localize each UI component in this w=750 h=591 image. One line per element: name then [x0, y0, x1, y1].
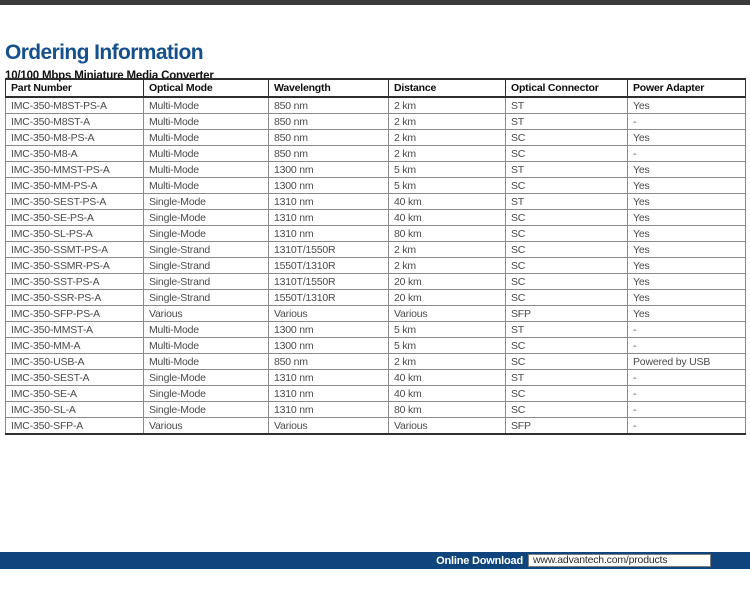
table-cell: 40 km — [389, 386, 506, 402]
table-cell: IMC-350-SEST-A — [6, 370, 144, 386]
table-header-row — [6, 79, 746, 97]
table-row — [6, 194, 746, 210]
table-cell: IMC-350-SSMR-PS-A — [6, 258, 144, 274]
table-row — [6, 338, 746, 354]
table-cell: 850 nm — [269, 114, 389, 130]
table-cell: 5 km — [389, 322, 506, 338]
table-cell: 1300 nm — [269, 338, 389, 354]
table-cell: IMC-350-MMST-A — [6, 322, 144, 338]
table-cell: - — [628, 322, 746, 338]
table-cell: 80 km — [389, 226, 506, 242]
table-cell: IMC-350-SSR-PS-A — [6, 290, 144, 306]
table-cell: Yes — [628, 242, 746, 258]
table-cell: SC — [506, 386, 628, 402]
table-cell: Yes — [628, 178, 746, 194]
table-cell: Single-Strand — [144, 290, 269, 306]
table-cell: - — [628, 418, 746, 435]
table-row — [6, 386, 746, 402]
table-cell: Single-Mode — [144, 194, 269, 210]
table-row — [6, 130, 746, 146]
table-cell: SC — [506, 258, 628, 274]
table-cell: 850 nm — [269, 354, 389, 370]
table-cell: 5 km — [389, 178, 506, 194]
table-cell: 2 km — [389, 97, 506, 114]
table-cell: 1300 nm — [269, 178, 389, 194]
table-cell: 1310 nm — [269, 194, 389, 210]
page-title: Ordering Information — [5, 41, 204, 65]
table-cell: IMC-350-M8ST-A — [6, 114, 144, 130]
table-row — [6, 97, 746, 114]
table-cell: 850 nm — [269, 97, 389, 114]
table-row — [6, 162, 746, 178]
table-cell: Multi-Mode — [144, 146, 269, 162]
table-cell: Single-Mode — [144, 370, 269, 386]
table-cell: SC — [506, 146, 628, 162]
table-cell: IMC-350-SFP-PS-A — [6, 306, 144, 322]
table-cell: IMC-350-SSMT-PS-A — [6, 242, 144, 258]
table-cell: Single-Strand — [144, 258, 269, 274]
table-cell: Single-Strand — [144, 274, 269, 290]
table-cell: Yes — [628, 226, 746, 242]
table-cell: 1310 nm — [269, 226, 389, 242]
table-cell: 2 km — [389, 130, 506, 146]
table-cell: Multi-Mode — [144, 114, 269, 130]
table-cell: Yes — [628, 258, 746, 274]
table-row — [6, 370, 746, 386]
table-cell: Various — [389, 306, 506, 322]
table-cell: Single-Mode — [144, 226, 269, 242]
table-cell: Multi-Mode — [144, 178, 269, 194]
table-cell: 1310 nm — [269, 386, 389, 402]
table-cell: IMC-350-MM-A — [6, 338, 144, 354]
table-cell: SC — [506, 226, 628, 242]
table-header-cell: Optical Connector — [506, 79, 628, 97]
table-cell: SC — [506, 274, 628, 290]
table-cell: 1310 nm — [269, 210, 389, 226]
table-cell: 850 nm — [269, 130, 389, 146]
table-cell: ST — [506, 194, 628, 210]
table-cell: 1310 nm — [269, 370, 389, 386]
table-cell: Various — [389, 418, 506, 435]
table-cell: 2 km — [389, 242, 506, 258]
table-cell: SC — [506, 210, 628, 226]
table-cell: Single-Strand — [144, 242, 269, 258]
table-cell: - — [628, 402, 746, 418]
table-cell: 1310 nm — [269, 402, 389, 418]
table-cell: ST — [506, 97, 628, 114]
table-row — [6, 290, 746, 306]
table-cell: SC — [506, 354, 628, 370]
table-cell: IMC-350-MMST-PS-A — [6, 162, 144, 178]
table-cell: Multi-Mode — [144, 322, 269, 338]
table-cell: 1300 nm — [269, 162, 389, 178]
table-cell: 5 km — [389, 338, 506, 354]
table-row — [6, 146, 746, 162]
table-row — [6, 354, 746, 370]
table-cell: Yes — [628, 97, 746, 114]
table-header-cell: Part Number — [6, 79, 144, 97]
table-cell: 80 km — [389, 402, 506, 418]
table-row — [6, 322, 746, 338]
table-row — [6, 242, 746, 258]
table-cell: IMC-350-SST-PS-A — [6, 274, 144, 290]
table-cell: Multi-Mode — [144, 354, 269, 370]
table-cell: SC — [506, 178, 628, 194]
table-cell: 40 km — [389, 370, 506, 386]
table-cell: 1310T/1550R — [269, 274, 389, 290]
table-cell: Yes — [628, 306, 746, 322]
ordering-table — [5, 78, 746, 435]
table-cell: - — [628, 146, 746, 162]
table-cell: 1550T/1310R — [269, 290, 389, 306]
download-url[interactable]: www.advantech.com/products — [528, 554, 711, 567]
table-cell: IMC-350-SFP-A — [6, 418, 144, 435]
table-cell: 2 km — [389, 354, 506, 370]
table-cell: Various — [144, 306, 269, 322]
table-cell: ST — [506, 162, 628, 178]
table-cell: 40 km — [389, 210, 506, 226]
table-cell: 20 km — [389, 290, 506, 306]
table-cell: IMC-350-SL-A — [6, 402, 144, 418]
table-body — [6, 97, 746, 434]
table-cell: Multi-Mode — [144, 162, 269, 178]
table-cell: SC — [506, 338, 628, 354]
footer-bar — [0, 552, 750, 569]
table-cell: Multi-Mode — [144, 97, 269, 114]
table-header-cell: Power Adapter — [628, 79, 746, 97]
table-cell: ST — [506, 370, 628, 386]
table-cell: 5 km — [389, 162, 506, 178]
table-row — [6, 418, 746, 435]
table-cell: 850 nm — [269, 146, 389, 162]
table-row — [6, 306, 746, 322]
table-cell: IMC-350-SE-A — [6, 386, 144, 402]
table-cell: Yes — [628, 162, 746, 178]
table-cell: Yes — [628, 290, 746, 306]
online-download-label: Online Download — [436, 554, 523, 567]
table-row — [6, 226, 746, 242]
table-cell: - — [628, 338, 746, 354]
table-cell: Various — [269, 306, 389, 322]
table-cell: Yes — [628, 130, 746, 146]
table-cell: 1310T/1550R — [269, 242, 389, 258]
table-cell: IMC-350-M8-PS-A — [6, 130, 144, 146]
table-cell: - — [628, 386, 746, 402]
table-cell: Powered by USB — [628, 354, 746, 370]
table-cell: IMC-350-SEST-PS-A — [6, 194, 144, 210]
table-header-cell: Distance — [389, 79, 506, 97]
table-header-cell: Wavelength — [269, 79, 389, 97]
table-row — [6, 402, 746, 418]
table-cell: 2 km — [389, 258, 506, 274]
table-cell: Yes — [628, 210, 746, 226]
section-subtitle: 10/100 Mbps Miniature Media Converter — [5, 69, 214, 82]
table-cell: Yes — [628, 194, 746, 210]
table-cell: 1300 nm — [269, 322, 389, 338]
table-cell: IMC-350-USB-A — [6, 354, 144, 370]
table-cell: ST — [506, 114, 628, 130]
table-cell: ST — [506, 322, 628, 338]
table-cell: Multi-Mode — [144, 338, 269, 354]
table-cell: SFP — [506, 306, 628, 322]
table-row — [6, 258, 746, 274]
table-cell: IMC-350-M8ST-PS-A — [6, 97, 144, 114]
table-cell: - — [628, 370, 746, 386]
table-cell: IMC-350-MM-PS-A — [6, 178, 144, 194]
table-cell: SC — [506, 130, 628, 146]
table-cell: 2 km — [389, 146, 506, 162]
table-cell: Yes — [628, 274, 746, 290]
table-cell: Various — [269, 418, 389, 435]
table-cell: SC — [506, 290, 628, 306]
table-cell: Single-Mode — [144, 210, 269, 226]
table-row — [6, 274, 746, 290]
table-cell: IMC-350-SE-PS-A — [6, 210, 144, 226]
table-cell: 20 km — [389, 274, 506, 290]
table-cell: SC — [506, 242, 628, 258]
table-row — [6, 178, 746, 194]
table-cell: 1550T/1310R — [269, 258, 389, 274]
table-row — [6, 210, 746, 226]
table-cell: IMC-350-M8-A — [6, 146, 144, 162]
table-cell: Various — [144, 418, 269, 435]
table-cell: SFP — [506, 418, 628, 435]
table-cell: Single-Mode — [144, 386, 269, 402]
top-divider-bar — [0, 0, 750, 5]
table-cell: 2 km — [389, 114, 506, 130]
table-cell: Multi-Mode — [144, 130, 269, 146]
table-cell: SC — [506, 402, 628, 418]
table-cell: 40 km — [389, 194, 506, 210]
table-cell: Single-Mode — [144, 402, 269, 418]
table-header-cell: Optical Mode — [144, 79, 269, 97]
table-cell: - — [628, 114, 746, 130]
table-row — [6, 114, 746, 130]
table-cell: IMC-350-SL-PS-A — [6, 226, 144, 242]
